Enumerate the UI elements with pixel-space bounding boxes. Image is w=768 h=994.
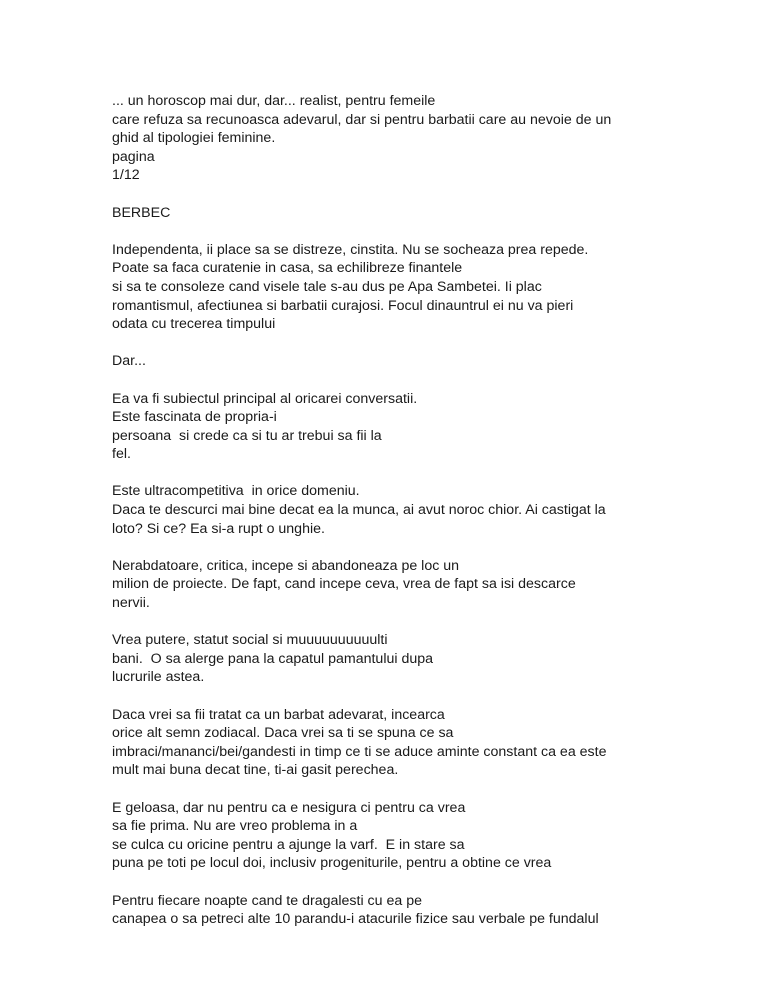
paragraphs [112,241,732,929]
paragraph-line: Nerabdatoare, critica, incepe si abandoneaza pe loc un [112,557,460,574]
paragraph-line: Vrea putere, statut social si muuuuuuuuuulti [112,632,388,649]
paragraph [112,241,732,334]
paragraph-line: canapea o sa petreci alte 10 parandu-i atacurile fizice sau verbale pe fundalul [112,911,599,928]
intro-block [112,92,732,185]
paragraph-line: mult mai buna decat tine, ti-ai gasit perechea. [112,762,399,779]
paragraph-line: nervii. [112,595,150,612]
intro-line: ghid al tipologiei feminine. [112,130,276,147]
paragraph-line: Este fascinata de propria-i [112,409,277,426]
section-heading: BERBEC [112,204,171,221]
intro-line: care refuza sa recunoasca adevarul, dar si pentru barbatii care au nevoie de un [112,111,612,128]
paragraph [112,390,732,464]
paragraph [112,799,732,873]
paragraph-line: sa fie prima. Nu are vreo problema in a [112,818,358,835]
paragraph-line: Independenta, ii place sa se distreze, cinstita. Nu se socheaza prea repede. [112,241,589,258]
paragraph-line: Dar... [112,353,146,370]
page-label: pagina [112,148,155,165]
paragraph [112,892,732,929]
paragraph-line: romantismul, afectiunea si barbatii curajosi. Focul dinauntrul ei nu va pieri [112,297,574,314]
paragraph-line: se culca cu oricine pentru a ajunge la varf. E in stare sa [112,836,465,853]
paragraph [112,557,732,613]
paragraph [112,631,732,687]
paragraph-line: Poate sa faca curatenie in casa, sa echilibreze finantele [112,260,463,277]
paragraph-line: fel. [112,446,131,463]
paragraph-line: orice alt semn zodiacal. Daca vrei sa ti se spuna ce sa [112,725,454,742]
paragraph-line: odata cu trecerea timpului [112,316,276,333]
paragraph [112,706,732,780]
paragraph [112,482,732,538]
intro-line: ... un horoscop mai dur, dar... realist, pentru femeile [112,93,436,109]
document-page [112,92,732,929]
paragraph [112,352,732,371]
paragraph-line: Este ultracompetitiva in orice domeniu. [112,483,360,500]
page-number: 1/12 [112,167,140,184]
paragraph-line: si sa te consoleze cand visele tale s-au dus pe Apa Sambetei. Ii plac [112,278,542,295]
paragraph-line: Daca te descurci mai bine decat ea la munca, ai avut noroc chior. Ai castigat la [112,502,606,519]
paragraph-line: Daca vrei sa fii tratat ca un barbat adevarat, incearca [112,706,445,723]
paragraph-line: loto? Si ce? Ea si-a rupt o unghie. [112,520,325,537]
paragraph-line: Ea va fi subiectul principal al oricarei conversatii. [112,390,418,407]
paragraph-line: milion de proiecte. De fapt, cand incepe ceva, vrea de fapt sa isi descarce [112,576,576,593]
paragraph-line: imbraci/mananci/bei/gandesti in timp ce ti se aduce aminte constant ca ea este [112,743,607,760]
paragraph-line: E geloasa, dar nu pentru ca e nesigura ci pentru ca vrea [112,799,466,816]
paragraph-line: Pentru fiecare noapte cand te dragalesti cu ea pe [112,892,422,909]
paragraph-line: lucrurile astea. [112,669,205,686]
paragraph-line: persoana si crede ca si tu ar trebui sa fii la [112,427,382,444]
paragraph-line: puna pe toti pe locul doi, inclusiv progeniturile, pentru a obtine ce vrea [112,855,552,872]
paragraph-line: bani. O sa alerge pana la capatul pamantului dupa [112,650,434,667]
